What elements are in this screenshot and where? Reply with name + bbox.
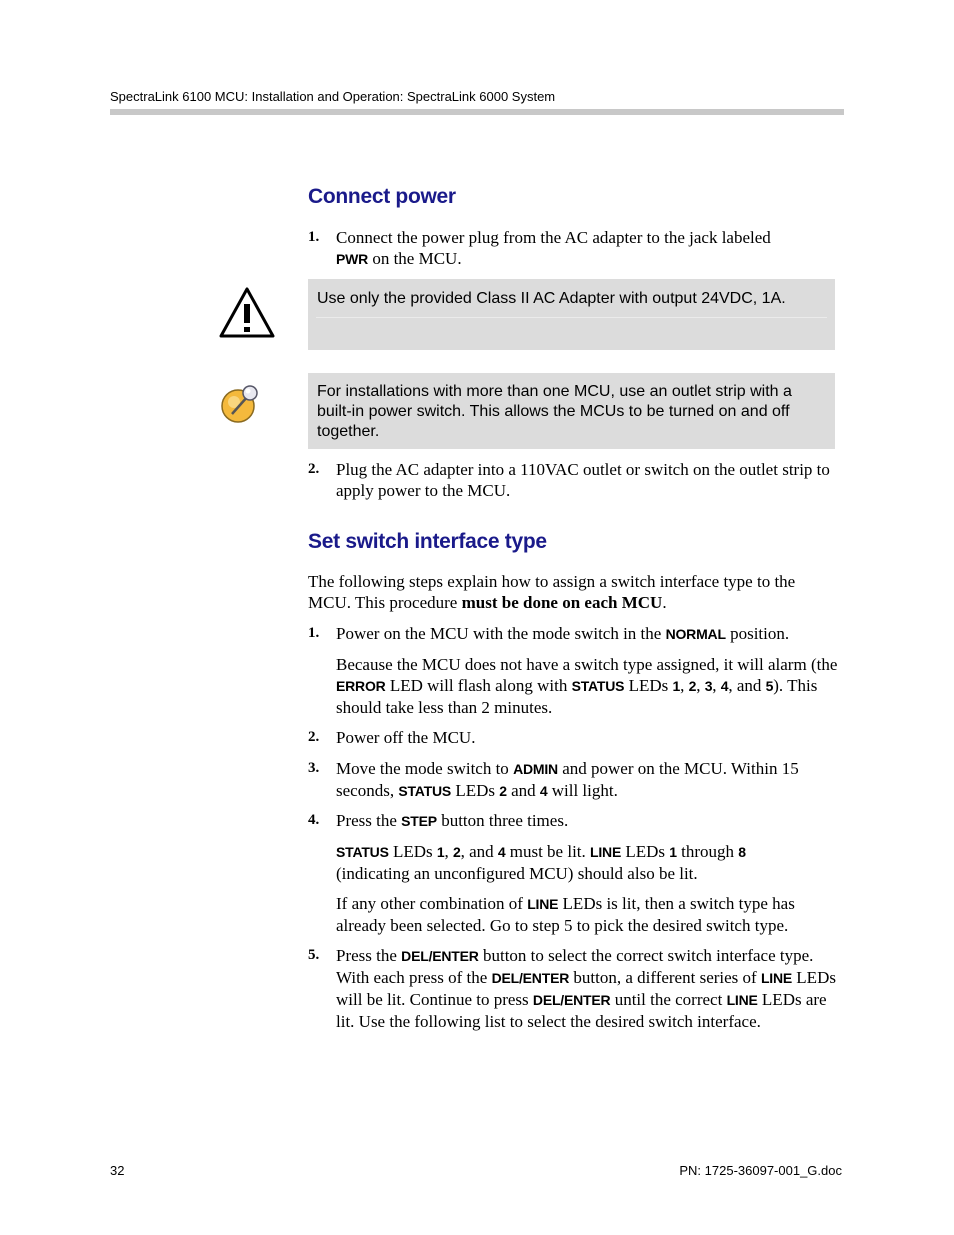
step-number: 1. bbox=[308, 625, 320, 641]
warning-triangle-icon bbox=[218, 286, 276, 340]
pushpin-note-icon bbox=[218, 380, 264, 426]
caution-box bbox=[308, 279, 835, 350]
header-rule bbox=[110, 109, 844, 115]
step4-detail-other: If any other combination of LINE LEDs is lit, then a switch type has already been selected. Go to step 5 to pick the desired switch type. bbox=[336, 894, 795, 935]
page-number: 32 bbox=[110, 1163, 125, 1178]
step-connect-plug: Connect the power plug from the AC adapter to the jack labeled PWR on the MCU. bbox=[336, 228, 771, 268]
part-number: PN: 1725-36097-001_G.doc bbox=[679, 1163, 842, 1178]
step-power-off: Power off the MCU. bbox=[336, 728, 476, 747]
note-text: For installations with more than one MCU, use an outlet strip with a built-in power switch. This allows the MCUs to be turned on and off together. bbox=[317, 383, 792, 440]
step-number: 5. bbox=[308, 947, 320, 963]
step-number: 1. bbox=[308, 229, 320, 245]
step-number: 3. bbox=[308, 760, 320, 776]
note-box bbox=[308, 373, 835, 449]
step-power-on-normal: Power on the MCU with the mode switch in the NORMAL position. bbox=[336, 624, 790, 643]
key-pwr: PWR bbox=[336, 251, 369, 267]
step1-detail: Because the MCU does not have a switch type assigned, it will alarm (the ERROR LED will flash along with STATUS LEDs 1, 2, 3, 4, and 5). This should take less than 2 minutes. bbox=[336, 655, 838, 717]
step-plug-adapter: Plug the AC adapter into a 110VAC outlet or switch on the outlet strip to apply power to the MCU. bbox=[336, 460, 830, 500]
step-del-enter: Press the DEL/ENTER button to select the correct switch interface type. With each press of the DEL/ENTER button, a different series of LINE LEDs will be lit. Continue to press DEL/ENTER until the correct LINE LEDs are lit. Use the following list to select the desired switch interface. bbox=[336, 946, 836, 1031]
caution-text: Use only the provided Class II AC Adapter with output 24VDC, 1A. bbox=[317, 290, 786, 307]
step4-detail-leds: STATUS LEDs 1, 2, and 4 must be lit. LINE LEDs 1 through 8 (indicating an unconfigured MCU) should also be lit. bbox=[336, 842, 746, 883]
step-press-step: Press the STEP button three times. bbox=[336, 811, 569, 830]
intro-paragraph: The following steps explain how to assign a switch interface type to the MCU. This procedure must be done on each MCU. bbox=[308, 572, 796, 612]
step-number: 4. bbox=[308, 812, 320, 828]
running-header: SpectraLink 6100 MCU: Installation and Operation: SpectraLink 6000 System bbox=[110, 89, 556, 104]
section-heading-connect-power: Connect power bbox=[308, 185, 456, 208]
step-admin-mode: Move the mode switch to ADMIN and power on the MCU. Within 15 seconds, STATUS LEDs 2 and 4 will light. bbox=[336, 759, 799, 800]
step-number: 2. bbox=[308, 461, 320, 477]
step-number: 2. bbox=[308, 729, 320, 745]
section-heading-set-switch-interface-type: Set switch interface type bbox=[308, 530, 547, 553]
caution-divider bbox=[316, 317, 827, 318]
